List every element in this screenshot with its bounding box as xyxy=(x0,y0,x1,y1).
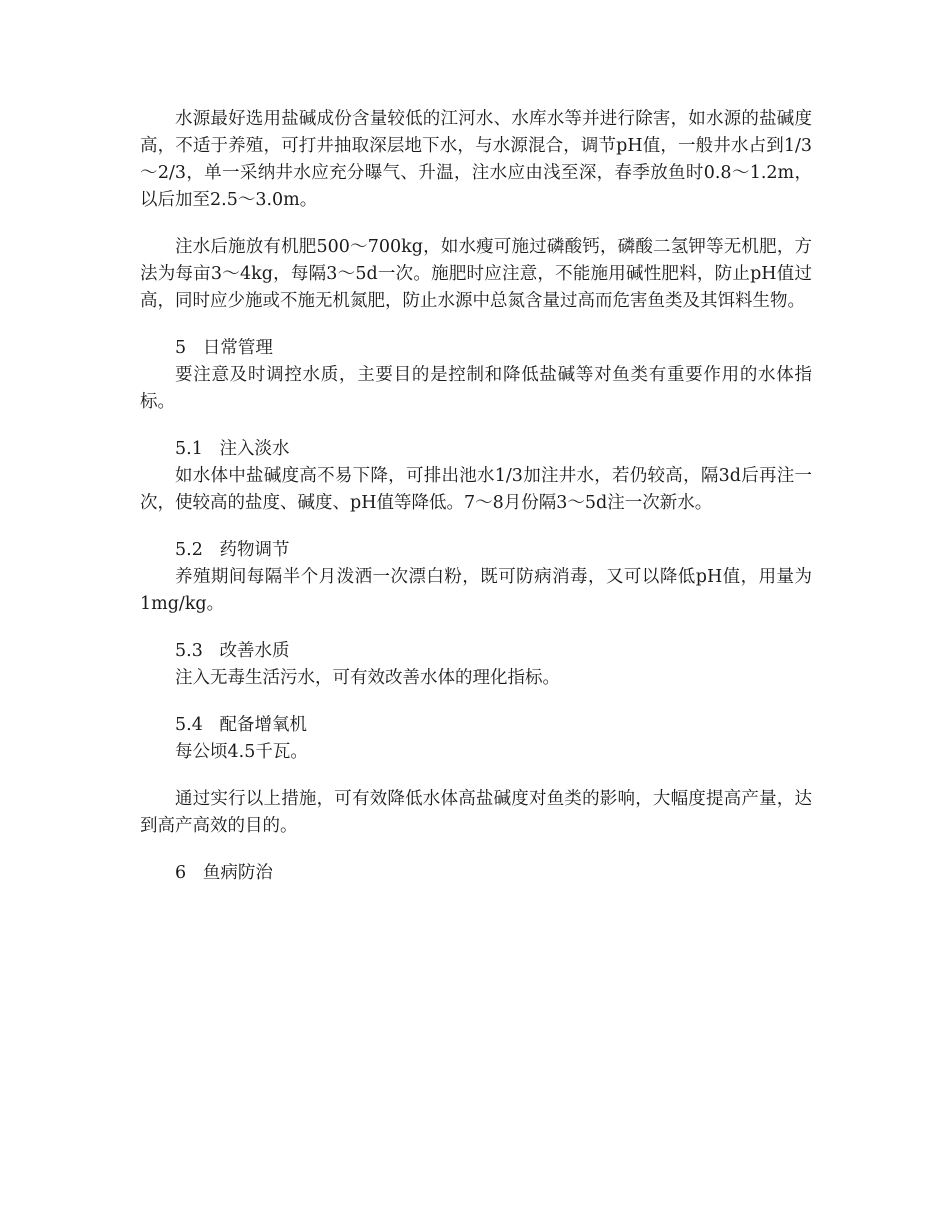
subsection-heading-improve-water: 5.3 改善水质 xyxy=(175,641,290,661)
section-heading-daily-management: 5 日常管理 xyxy=(175,338,273,358)
paragraph-chemical: 养殖期间每隔半个月泼洒一次漂白粉，既可防病消毒，又可以降低pH值，用量为1mg/kg。 xyxy=(140,567,812,614)
paragraph-aerator: 每公顷4.5千瓦。 xyxy=(175,742,308,762)
subsection-heading-aerator: 5.4 配备增氧机 xyxy=(175,715,308,735)
section-heading-disease-prevention: 6 鱼病防治 xyxy=(175,863,273,883)
paragraph-improve-water: 注入无毒生活污水，可有效改善水体的理化指标。 xyxy=(175,668,560,688)
subsection-heading-chemical: 5.2 药物调节 xyxy=(175,540,290,560)
document-body xyxy=(140,106,812,887)
paragraph-water-source: 水源最好选用盐碱成份含量较低的江河水、水库水等并进行除害，如水源的盐碱度高，不适于养殖，可打井抽取深层地下水，与水源混合，调节pH值，一般井水占到1/3～2/3，单一采纳井水应充分曝气、升温，注水应由浅至深，春季放鱼时0.8～1.2m，以后加至2.5～3.0m。 xyxy=(140,109,812,210)
paragraph-fresh-water: 如水体中盐碱度高不易下降，可排出池水1/3加注井水，若仍较高，隔3d后再注一次，使较高的盐度、碱度、pH值等降低。7～8月份隔3～5d注一次新水。 xyxy=(140,466,812,513)
paragraph-summary: 通过实行以上措施，可有效降低水体高盐碱度对鱼类的影响，大幅度提高产量，达到高产高效的目的。 xyxy=(140,789,812,836)
paragraph-fertilizer: 注水后施放有机肥500～700kg，如水瘦可施过磷酸钙，磷酸二氢钾等无机肥，方法为每亩3～4kg，每隔3～5d一次。施肥时应注意，不能施用碱性肥料，防止pH值过高，同时应少施或不施无机氮肥，防止水源中总氮含量过高而危害鱼类及其饵料生物。 xyxy=(140,237,812,311)
paragraph-water-quality: 要注意及时调控水质，主要目的是控制和降低盐碱等对鱼类有重要作用的水体指标。 xyxy=(140,365,812,412)
subsection-heading-fresh-water: 5.1 注入淡水 xyxy=(175,439,290,459)
